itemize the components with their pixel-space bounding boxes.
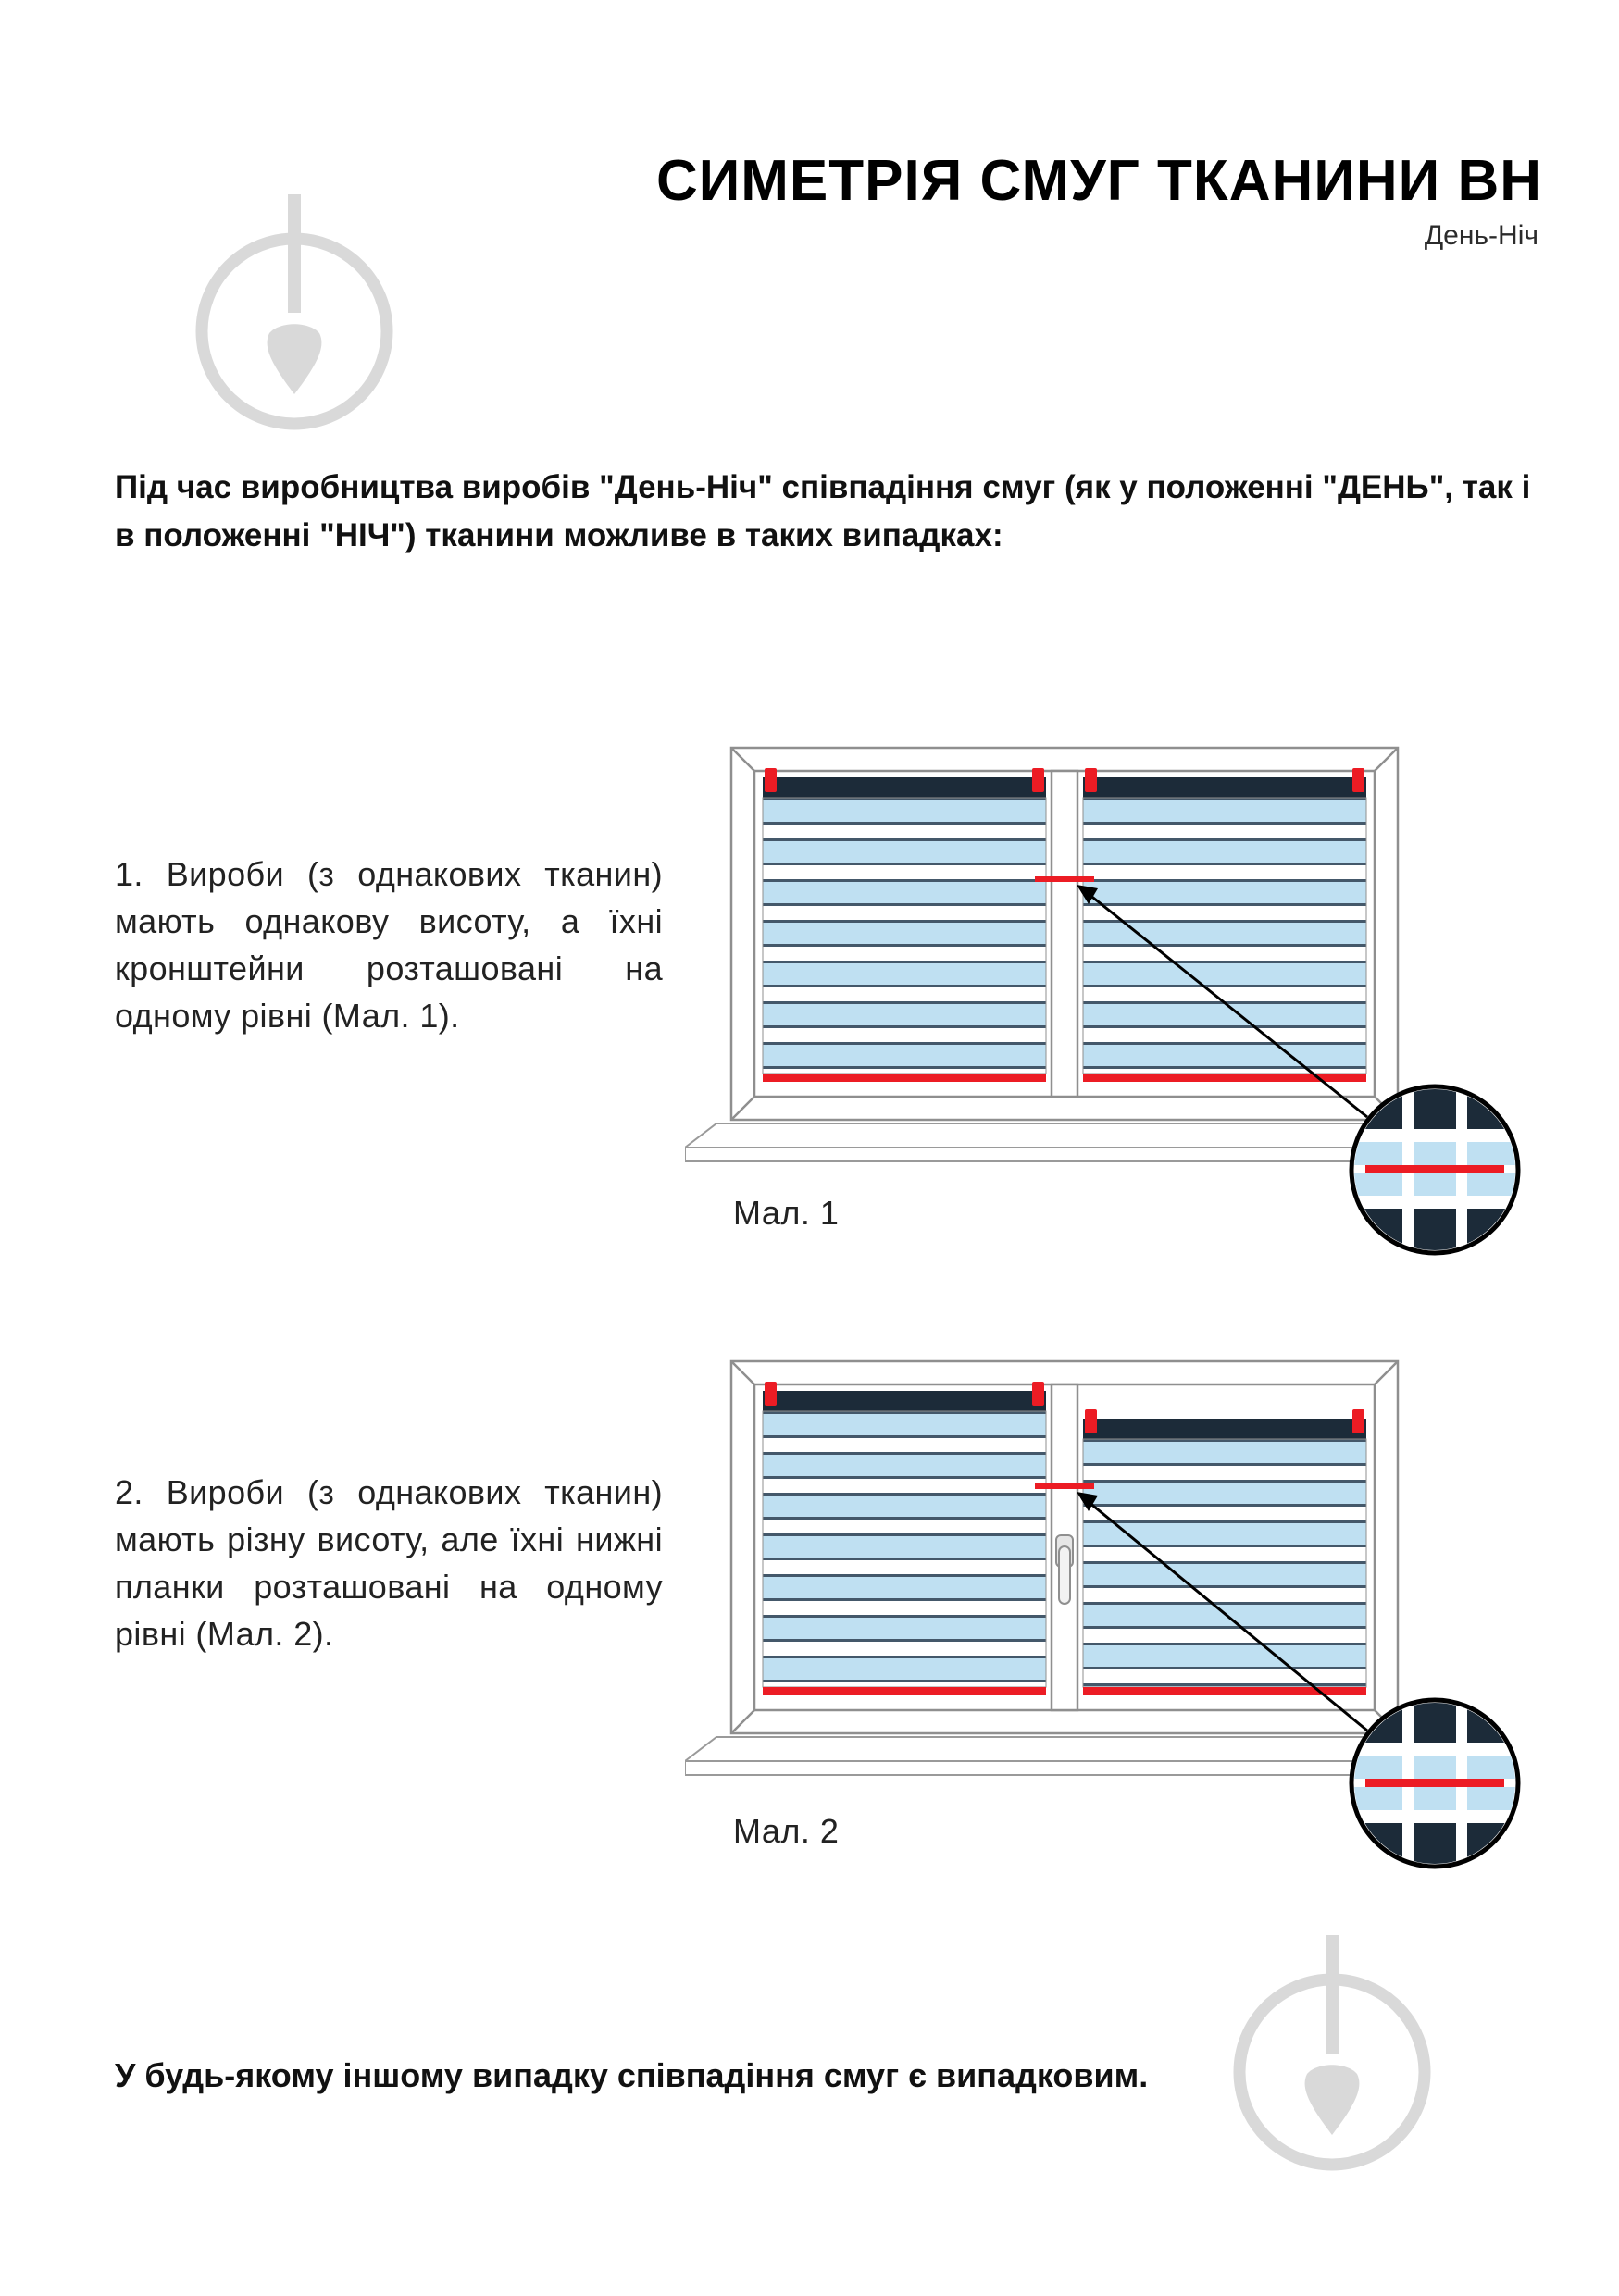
page-title: СИМЕТРІЯ СМУГ ТКАНИНИ ВН [655, 148, 1542, 213]
intro-paragraph: Під час виробництва виробів "День-Ніч" співпадіння смуг (як у положенні "ДЕНЬ", так і в положенні "НІЧ") тканини можливе в таких випадках: [115, 469, 1531, 553]
figure-2-illustration [685, 1354, 1527, 1872]
windowsill [685, 1123, 1424, 1161]
section-2-text: 2. Вироби (з однакових тканин) мають різну висоту, але їхні нижні планки розташовані на одному рівні (Мал. 2). [115, 1473, 663, 1653]
brand-watermark-icon [1221, 1935, 1443, 2185]
aligned-stripe-highlight [1035, 1483, 1094, 1489]
figure-1-label: Мал. 1 [733, 1194, 840, 1232]
bottom-bar [763, 1074, 1046, 1082]
footer-note: У будь-якому іншому випадку співпадіння смуг є випадковим. [115, 2056, 1149, 2094]
bracket-icon [765, 768, 777, 792]
magnifier-zoom-detail [1351, 1086, 1518, 1253]
magnifier-zoom-detail [1351, 1700, 1518, 1867]
windowsill [685, 1737, 1424, 1775]
left-blind [763, 768, 1046, 1082]
section-1-text: 1. Вироби (з однакових тканин) мають однакову висоту, а їхні кронштейни розташовані на одному рівні (Мал. 1). [115, 855, 663, 1035]
figure-2-label: Мал. 2 [733, 1812, 840, 1850]
figure-1-illustration [685, 740, 1527, 1259]
bracket-icon [1352, 768, 1364, 792]
bracket-icon [1085, 768, 1097, 792]
bracket-icon [765, 1382, 777, 1406]
right-blind [1083, 1409, 1366, 1695]
window-handle [1056, 1535, 1073, 1604]
page-subtitle: День-Ніч [1424, 220, 1538, 251]
aligned-stripe-highlight [1035, 876, 1094, 882]
left-blind [763, 1382, 1046, 1695]
brand-watermark-icon [183, 194, 405, 444]
bracket-icon [1032, 768, 1044, 792]
bottom-bar [763, 1687, 1046, 1695]
bracket-icon [1352, 1409, 1364, 1433]
bracket-icon [1085, 1409, 1097, 1433]
bracket-icon [1032, 1382, 1044, 1406]
